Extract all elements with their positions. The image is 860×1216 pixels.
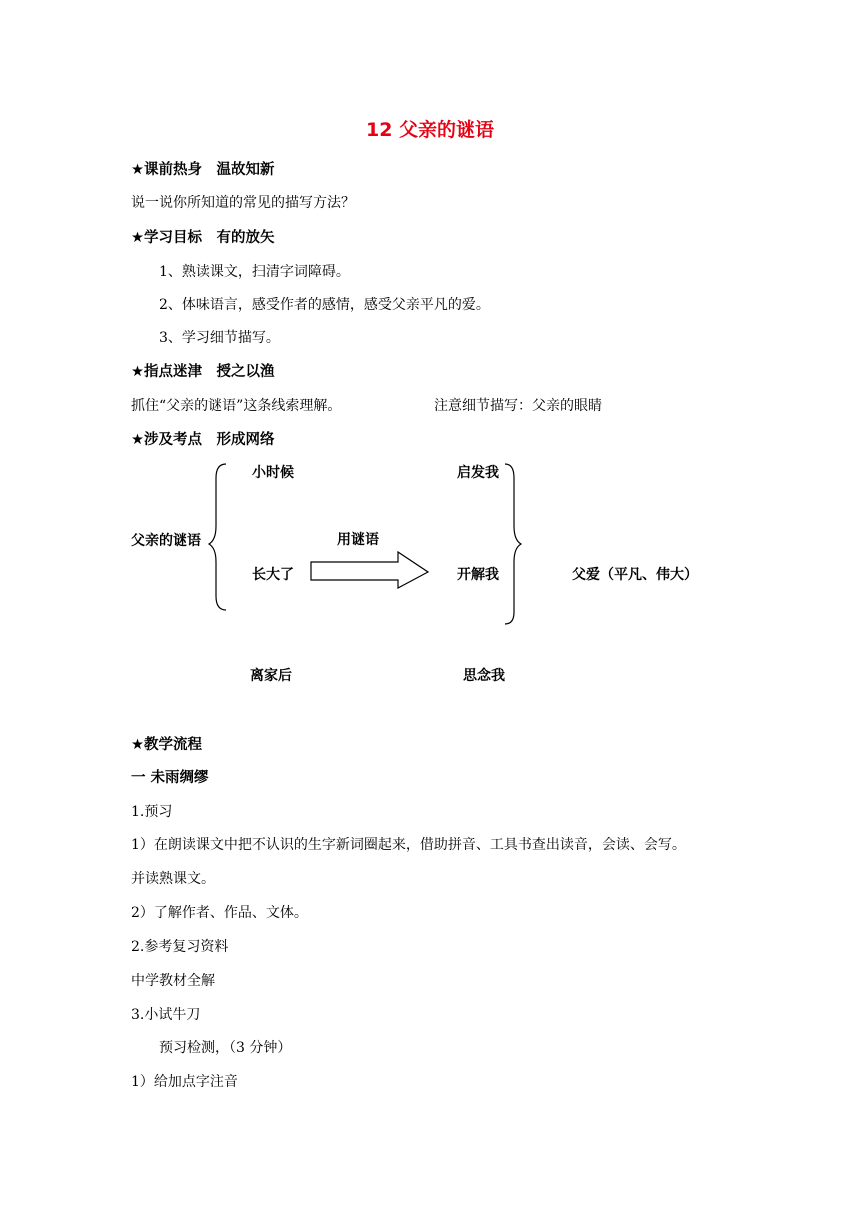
guidance-text-right: 注意细节描写：父亲的眼睛 [434,398,602,414]
right-item: 思念我 [463,668,505,684]
process-line: 1.预习 [131,804,173,820]
goal-item: 2、体味语言，感受作者的感情，感受父亲平凡的爱。 [159,297,490,313]
right-item: 开解我 [457,567,499,583]
guidance-text-left: 抓住“父亲的谜语”这条线索理解。 [131,398,342,414]
diagram-conclusion: 父爱（平凡、伟大） [572,567,698,583]
left-item: 离家后 [250,668,292,684]
process-heading: ★教学流程 [131,737,202,753]
process-line: 并读熟课文。 [131,871,215,887]
process-line: 预习检测，（3 分钟） [159,1040,292,1056]
process-line: 2）了解作者、作品、文体。 [131,905,308,921]
right-arrow [311,552,428,588]
left-brace [209,464,226,610]
process-line: 1）给加点字注音 [131,1074,238,1090]
process-line: 中学教材全解 [131,973,215,989]
network-heading: ★涉及考点 形成网络 [131,432,275,448]
document-title: 12 父亲的谜语 [365,119,495,141]
arrow-label: 用谜语 [337,532,379,548]
process-subheading: 一 未雨绸缪 [131,770,209,786]
process-line: 1）在朗读课文中把不认识的生字新词圈起来，借助拼音、工具书查出读音，会读、会写。 [131,837,686,853]
goals-heading: ★学习目标 有的放矢 [131,230,275,246]
goal-item: 1、熟读课文，扫清字词障碍。 [159,264,350,280]
guidance-heading: ★指点迷津 授之以渔 [131,364,275,380]
warmup-text: 说一说你所知道的常见的描写方法？ [131,195,355,211]
left-item: 小时候 [252,465,294,481]
goal-item: 3、学习细节描写。 [159,330,280,346]
process-line: 3.小试牛刀 [131,1007,201,1023]
warmup-heading: ★课前热身 温故知新 [131,162,275,178]
diagram-root: 父亲的谜语 [131,533,201,549]
right-brace [505,464,521,624]
process-line: 2.参考复习资料 [131,939,229,955]
left-item: 长大了 [252,567,294,583]
right-item: 启发我 [457,465,499,481]
